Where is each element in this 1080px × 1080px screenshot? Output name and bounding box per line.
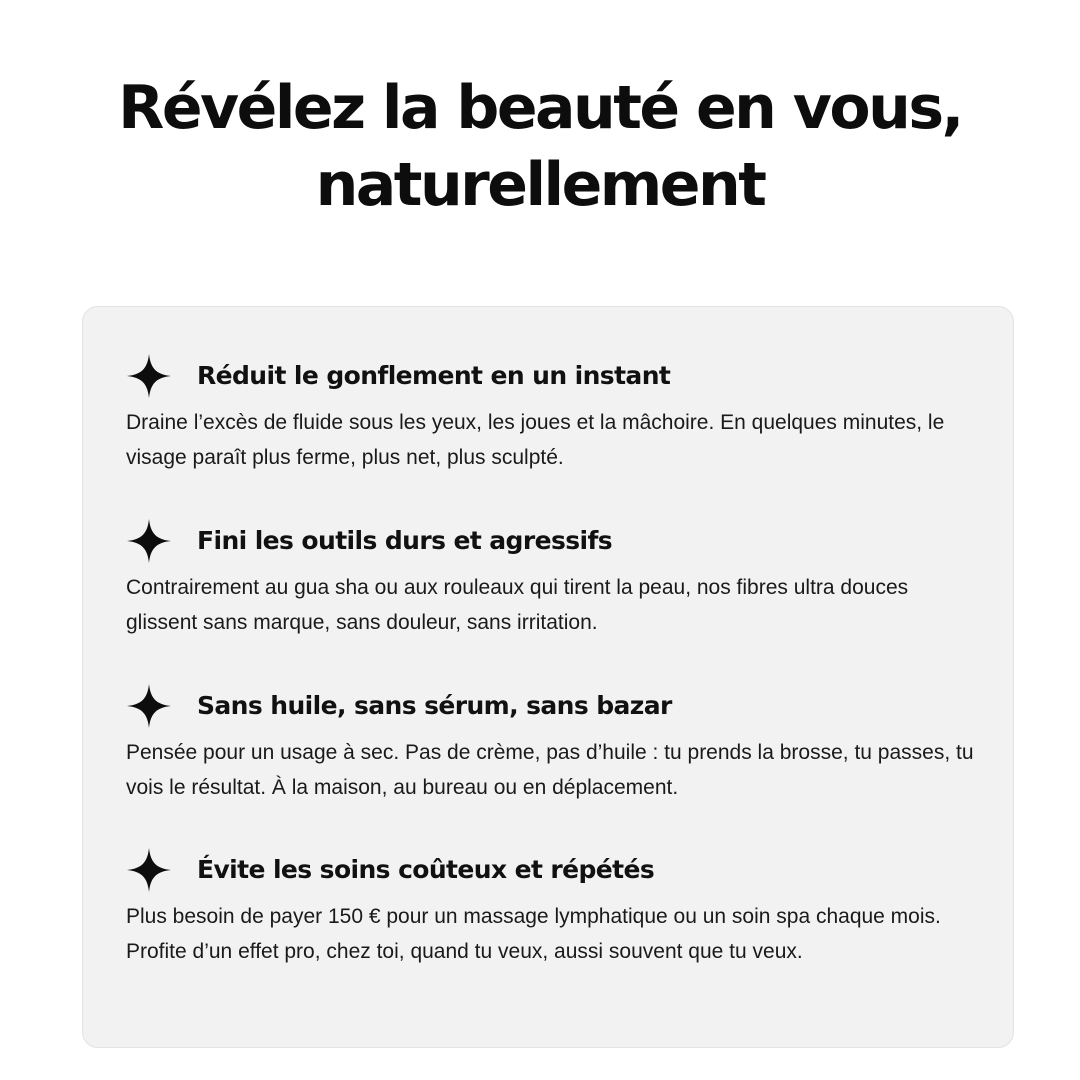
sparkle-icon bbox=[126, 518, 172, 564]
sparkle-icon bbox=[126, 353, 172, 399]
page-title-line-1: Révélez la beauté en vous, bbox=[118, 73, 962, 143]
feature-item-reduce-swelling bbox=[126, 353, 976, 475]
page-title bbox=[0, 70, 1080, 224]
feature-title: Évite les soins coûteux et répétés bbox=[197, 855, 655, 884]
feature-item-avoid-costly-care bbox=[126, 847, 976, 969]
feature-description: Draine l’excès de fluide sous les yeux, les joues et la mâchoire. En quelques minutes, le visage paraît plus ferme, plus net, plus sculpté. bbox=[126, 411, 945, 469]
page-title-line-2: naturellement bbox=[315, 150, 765, 220]
feature-description: Contrairement au gua sha ou aux rouleaux qui tirent la peau, nos fibres ultra douces glissent sans marque, sans douleur, sans irritation. bbox=[126, 576, 909, 634]
feature-title: Fini les outils durs et agressifs bbox=[197, 526, 613, 555]
feature-description: Pensée pour un usage à sec. Pas de crème, pas d’huile : tu prends la brosse, tu passes, tu vois le résultat. À la maison, au bureau ou en déplacement. bbox=[126, 741, 974, 799]
sparkle-icon bbox=[126, 683, 172, 729]
sparkle-icon bbox=[126, 847, 172, 893]
feature-title: Réduit le gonflement en un instant bbox=[197, 361, 671, 390]
feature-description: Plus besoin de payer 150 € pour un massage lymphatique ou un soin spa chaque mois. Profite d’un effet pro, chez toi, quand tu veux, aussi souvent que tu veux. bbox=[126, 905, 941, 963]
feature-item-no-oil bbox=[126, 683, 976, 805]
feature-title: Sans huile, sans sérum, sans bazar bbox=[197, 691, 672, 720]
benefits-card bbox=[82, 306, 1014, 1048]
feature-item-no-harsh-tools bbox=[126, 518, 976, 640]
